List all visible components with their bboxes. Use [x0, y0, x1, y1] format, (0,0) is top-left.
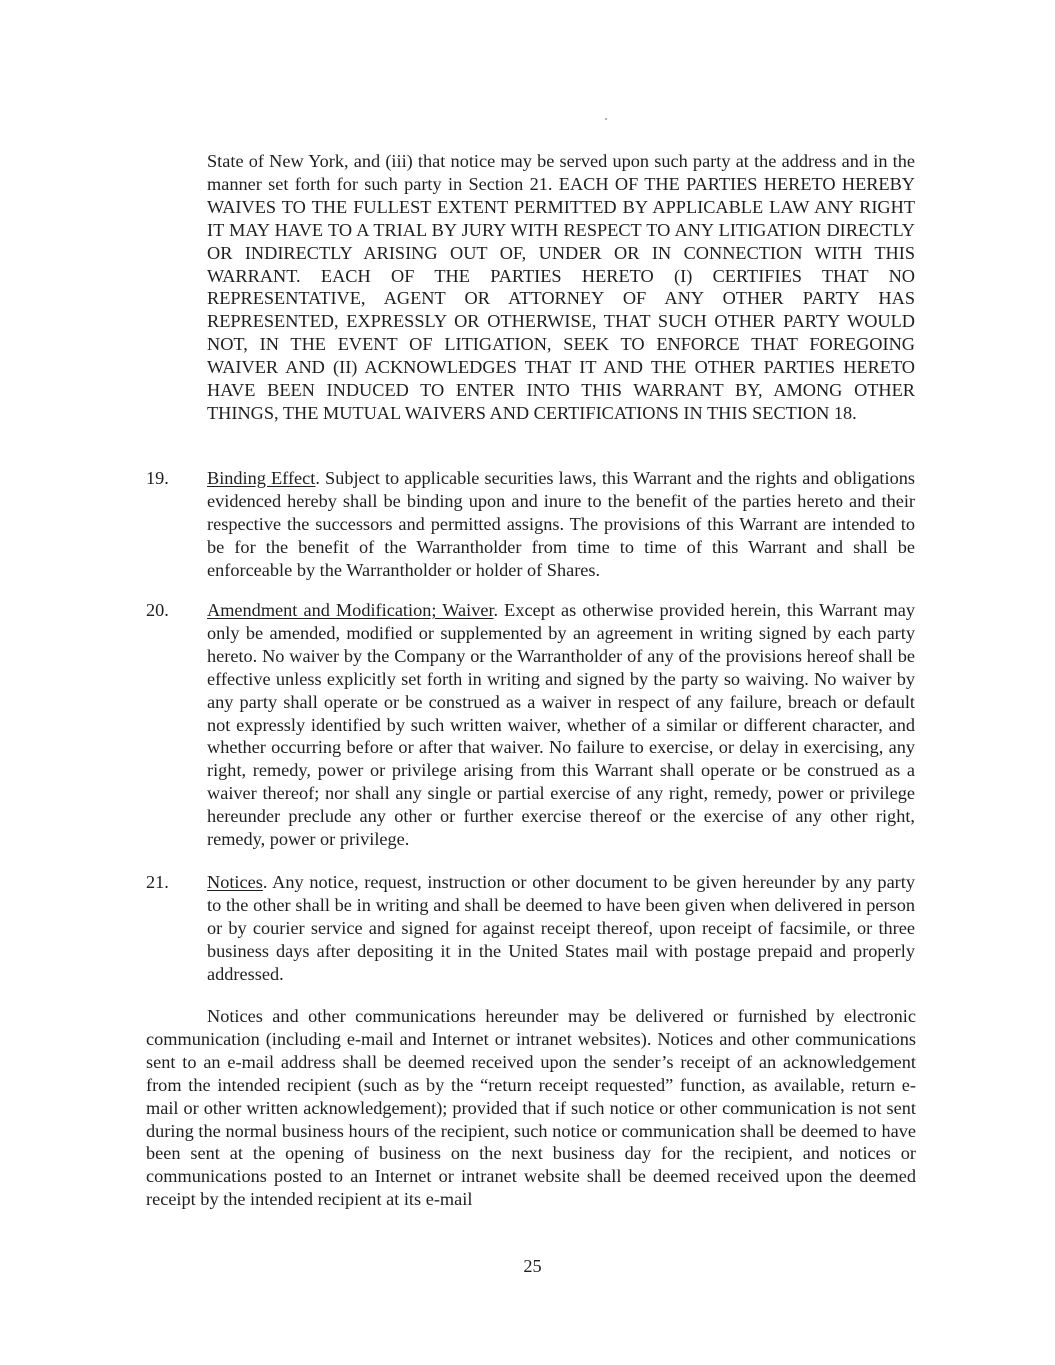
section-heading: Amendment and Modification; Waiver	[207, 600, 494, 620]
page-number: 25	[523, 1256, 542, 1276]
notices-paragraph: Notices and other communications hereunder may be delivered or furnished by electronic communication (including e-mail and Internet or intranet websites). Notices and other communications sent to an e-mail address shall be deemed received upon the sender’s receipt of an acknowledgement from the intended recipient (such as by the “return receipt requested” function, as available, return e-mail or other written acknowledgement); provided that if such notice or other communication is not sent during the normal business hours of the recipient, such notice or communication shall be deemed to have been sent at the opening of business on the next business day for the recipient, and notices or communications posted to an Internet or intranet website shall be deemed received upon the deemed receipt by the intended recipient at its e-mail	[146, 1006, 916, 1210]
section-20	[146, 599, 916, 851]
section-body	[207, 467, 915, 582]
intro-paragraph: State of New York, and (iii) that notice may be served upon such party at the address and in the manner set forth for such party in Section 21. EACH OF THE PARTIES HERETO HEREBY WAIVES TO THE FULLEST EXTENT PERMITTED BY APPLICABLE LAW ANY RIGHT IT MAY HAVE TO A TRIAL BY JURY WITH RESPECT TO ANY LITIGATION DIRECTLY OR INDIRECTLY ARISING OUT OF, UNDER OR IN CONNECTION WITH THIS WARRANT. EACH OF THE PARTIES HERETO (I) CERTIFIES THAT NO REPRESENTATIVE, AGENT OR ATTORNEY OF ANY OTHER PARTY HAS REPRESENTED, EXPRESSLY OR OTHERWISE, THAT SUCH OTHER PARTY WOULD NOT, IN THE EVENT OF LITIGATION, SEEK TO ENFORCE THAT FOREGOING WAIVER AND (II) ACKNOWLEDGES THAT IT AND THE OTHER PARTIES HERETO HAVE BEEN INDUCED TO ENTER INTO THIS WARRANT BY, AMONG OTHER THINGS, THE MUTUAL WAIVERS AND CERTIFICATIONS IN THIS SECTION 18.	[207, 151, 915, 423]
section-21	[146, 871, 916, 986]
section-heading: Notices	[207, 872, 263, 892]
section-body	[207, 599, 915, 851]
section-number: 19.	[146, 468, 169, 488]
scan-speck	[605, 118, 607, 120]
section-text: . Any notice, request, instruction or other document to be given hereunder by any party to the other shall be in writing and shall be deemed to have been given when delivered in person or by courier service and signed for against receipt thereof, upon receipt of facsimile, or three business days after depositing it in the United States mail with postage prepaid and properly addressed.	[207, 872, 915, 984]
section-text: . Except as otherwise provided herein, this Warrant may only be amended, modified or supplemented by an agreement in writing signed by each party hereto. No waiver by the Company or the Warrantholder of any of the provisions hereof shall be effective unless explicitly set forth in writing and signed by the party so waiving. No waiver by any party shall operate or be construed as a waiver in respect of any failure, breach or default not expressly identified by such written waiver, whether of a similar or different character, and whether occurring before or after that waiver. No failure to exercise, or delay in exercising, any right, remedy, power or privilege arising from this Warrant shall operate or be construed as a waiver thereof; nor shall any single or partial exercise of any right, remedy, power or privilege hereunder preclude any other or further exercise thereof or the exercise of any other right, remedy, power or privilege.	[207, 600, 916, 850]
section-19	[146, 467, 916, 582]
section-number: 21.	[146, 872, 169, 892]
section-body	[207, 871, 915, 986]
section-heading: Binding Effect	[207, 468, 316, 488]
section-number: 20.	[146, 600, 169, 620]
section-text: . Subject to applicable securities laws, this Warrant and the rights and obligations evidenced hereby shall be binding upon and inure to the benefit of the parties hereto and their respective the successors and permitted assigns. The provisions of this Warrant are intended to be for the benefit of the Warrantholder from time to time of this Warrant and shall be enforceable by the Warrantholder or holder of Shares.	[207, 468, 915, 580]
